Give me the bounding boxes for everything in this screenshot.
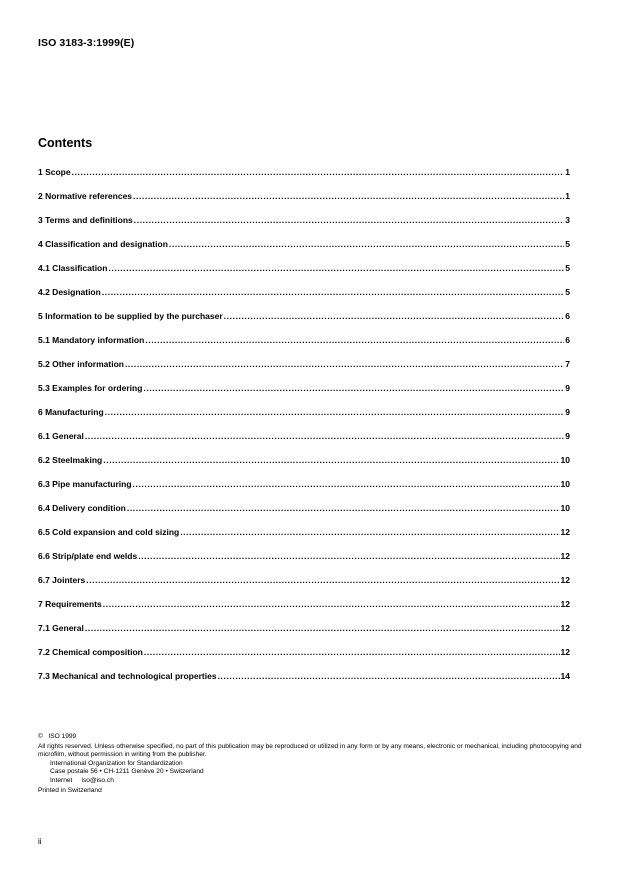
toc-entry-page: 12	[560, 623, 570, 633]
toc-entry[interactable]	[38, 208, 570, 232]
toc-entry[interactable]	[38, 448, 570, 472]
toc-entry-title: 1 Scope	[38, 167, 71, 177]
internet-label: Internet	[50, 776, 73, 784]
table-of-contents	[38, 160, 570, 688]
organization-name: International Organization for Standardization	[50, 759, 183, 767]
toc-entry-page: 12	[560, 599, 570, 609]
toc-entry-title: 7.1 General	[38, 623, 84, 633]
toc-entry-page: 6	[565, 311, 570, 321]
toc-dot-leader	[102, 280, 564, 304]
toc-entry-title: 5.1 Mandatory information	[38, 335, 145, 345]
toc-entry-page: 12	[560, 647, 570, 657]
toc-entry-page: 5	[565, 263, 570, 273]
toc-dot-leader	[134, 208, 564, 232]
toc-entry-title: 4.2 Designation	[38, 287, 101, 297]
toc-entry-page: 14	[560, 671, 570, 681]
toc-entry[interactable]	[38, 304, 570, 328]
toc-entry[interactable]	[38, 520, 570, 544]
toc-entry[interactable]	[38, 376, 570, 400]
toc-entry-page: 9	[565, 407, 570, 417]
copyright-line	[38, 733, 583, 742]
toc-entry[interactable]	[38, 328, 570, 352]
toc-entry-page: 1	[565, 167, 570, 177]
toc-entry-title: 6 Manufacturing	[38, 407, 104, 417]
toc-entry[interactable]	[38, 472, 570, 496]
rights-statement: All rights reserved. Unless otherwise specified, no part of this publication may be reproduced or utilized in any form or by any means, electronic or mechanical, including photocopying and microfilm, without permission in writing from the publisher.	[38, 742, 582, 759]
toc-entry-page: 12	[560, 575, 570, 585]
toc-entry[interactable]	[38, 184, 570, 208]
internet-email: iso@iso.ch	[81, 776, 114, 784]
toc-dot-leader	[125, 352, 564, 376]
toc-dot-leader	[218, 664, 560, 688]
toc-entry-page: 9	[565, 383, 570, 393]
toc-entry-page: 12	[560, 551, 570, 561]
toc-dot-leader	[224, 304, 565, 328]
toc-entry[interactable]	[38, 352, 570, 376]
toc-entry-title: 5.2 Other information	[38, 359, 124, 369]
toc-entry[interactable]	[38, 592, 570, 616]
toc-entry-title: 7 Requirements	[38, 599, 102, 609]
toc-entry[interactable]	[38, 400, 570, 424]
toc-entry-title: 6.1 General	[38, 431, 84, 441]
toc-entry-page: 10	[560, 503, 570, 513]
copyright-symbol: ©	[38, 733, 43, 740]
toc-entry-page: 5	[565, 239, 570, 249]
toc-entry[interactable]	[38, 160, 570, 184]
toc-dot-leader	[169, 232, 564, 256]
copyright-year: ISO 1999	[48, 733, 77, 740]
toc-entry-title: 5.3 Examples for ordering	[38, 383, 143, 393]
toc-entry[interactable]	[38, 664, 570, 688]
toc-dot-leader	[85, 616, 560, 640]
toc-dot-leader	[85, 424, 564, 448]
contents-title: Contents	[38, 136, 93, 150]
toc-dot-leader	[105, 400, 565, 424]
organization-address: Case postale 56 • CH-1211 Genève 20 • Switzerland	[50, 768, 204, 776]
toc-dot-leader	[103, 592, 560, 616]
internet-line	[38, 777, 583, 786]
toc-dot-leader	[108, 256, 564, 280]
toc-entry[interactable]	[38, 496, 570, 520]
toc-dot-leader	[138, 544, 559, 568]
toc-entry-title: 6.6 Strip/plate end welds	[38, 551, 138, 561]
toc-entry[interactable]	[38, 232, 570, 256]
toc-entry[interactable]	[38, 280, 570, 304]
toc-entry-title: 6.2 Steelmaking	[38, 455, 103, 465]
toc-entry[interactable]	[38, 616, 570, 640]
toc-dot-leader	[180, 520, 559, 544]
toc-entry-page: 1	[565, 191, 570, 201]
toc-dot-leader	[144, 640, 560, 664]
page-number: ii	[38, 837, 42, 846]
toc-dot-leader	[72, 160, 565, 184]
toc-dot-leader	[86, 568, 559, 592]
toc-dot-leader	[143, 376, 564, 400]
toc-entry-page: 10	[560, 455, 570, 465]
document-id: ISO 3183-3:1999(E)	[38, 37, 135, 49]
toc-entry-title: 3 Terms and definitions	[38, 215, 133, 225]
toc-entry-page: 12	[560, 527, 570, 537]
toc-dot-leader	[127, 496, 560, 520]
toc-entry[interactable]	[38, 544, 570, 568]
toc-entry-title: 7.2 Chemical composition	[38, 647, 143, 657]
toc-entry[interactable]	[38, 568, 570, 592]
toc-entry-page: 6	[565, 335, 570, 345]
copyright-block	[38, 733, 583, 795]
toc-entry-page: 9	[565, 431, 570, 441]
toc-entry-title: 4 Classification and designation	[38, 239, 168, 249]
toc-entry-title: 2 Normative references	[38, 191, 133, 201]
toc-entry[interactable]	[38, 640, 570, 664]
toc-entry-title: 7.3 Mechanical and technological properties	[38, 671, 217, 681]
toc-entry-title: 5 Information to be supplied by the purchaser	[38, 311, 223, 321]
toc-entry-title: 6.3 Pipe manufacturing	[38, 479, 132, 489]
toc-entry-page: 7	[565, 359, 570, 369]
toc-entry-title: 4.1 Classification	[38, 263, 108, 273]
toc-entry[interactable]	[38, 256, 570, 280]
toc-dot-leader	[133, 472, 560, 496]
toc-dot-leader	[145, 328, 564, 352]
toc-dot-leader	[103, 448, 559, 472]
toc-entry-title: 6.7 Jointers	[38, 575, 86, 585]
toc-entry-page: 3	[565, 215, 570, 225]
toc-entry-title: 6.5 Cold expansion and cold sizing	[38, 527, 180, 537]
toc-dot-leader	[133, 184, 564, 208]
toc-entry-page: 5	[565, 287, 570, 297]
toc-entry-title: 6.4 Delivery condition	[38, 503, 126, 513]
toc-entry-page: 10	[560, 479, 570, 489]
toc-entry[interactable]	[38, 424, 570, 448]
printed-in: Printed in Switzerland	[38, 786, 102, 794]
